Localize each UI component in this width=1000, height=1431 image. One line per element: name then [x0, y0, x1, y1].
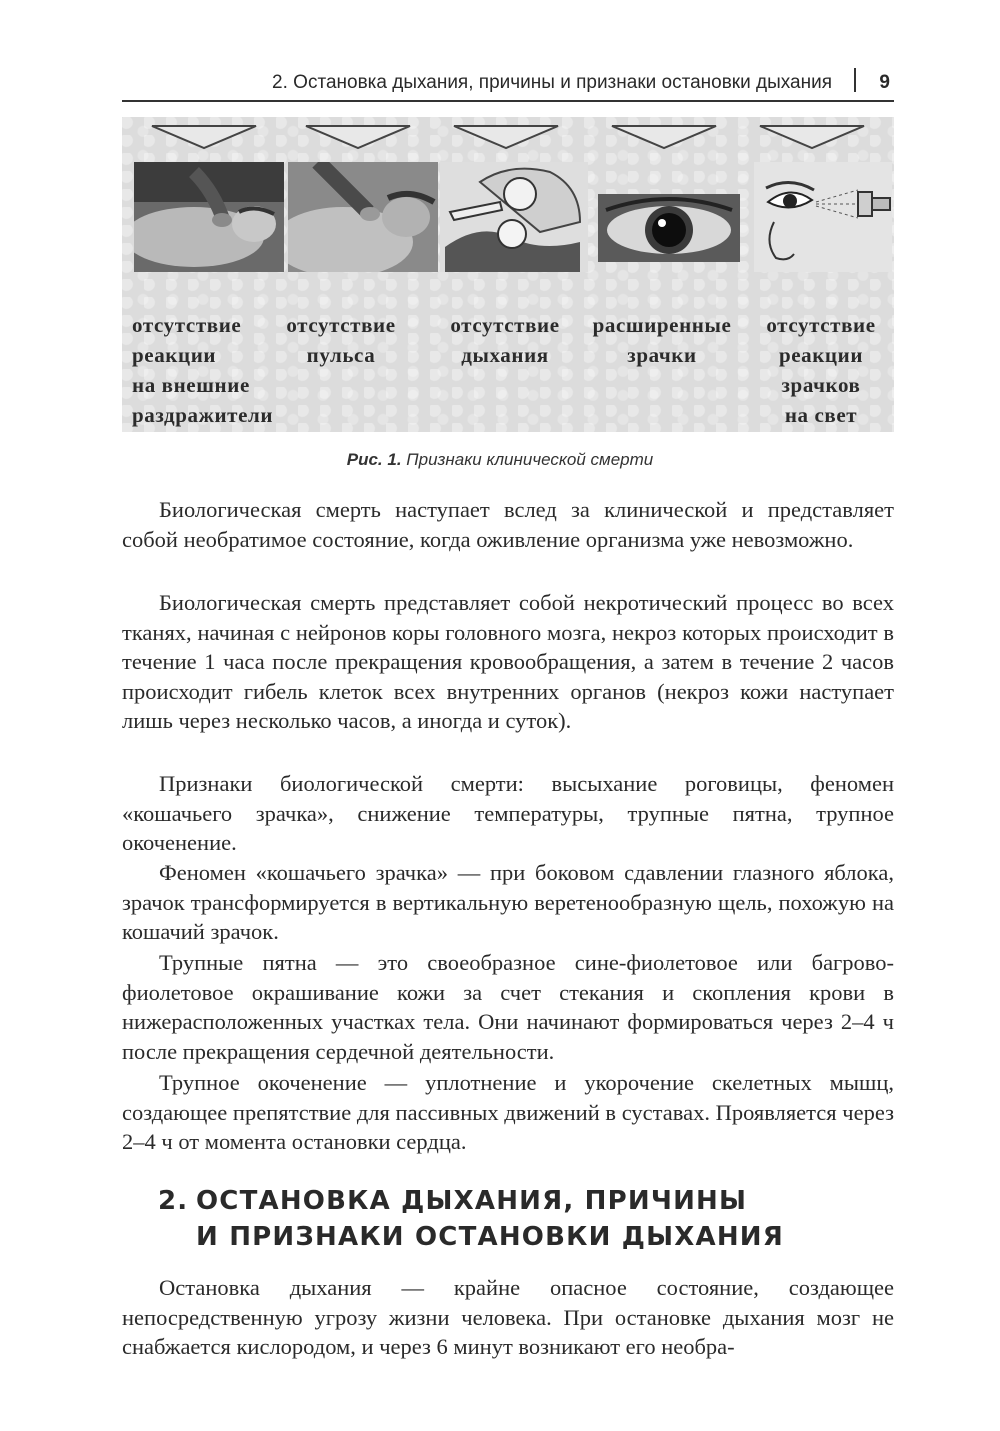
- panel-caption: отсутствие дыхания: [450, 313, 560, 367]
- page-number: 9: [879, 72, 890, 93]
- body-paragraph: Биологическая смерть представляет собой некротический процесс во всех тканях, начиная с нейронов коры головного мозга, некроз которых происходит в течение 1 часа после прекращения кровообращения, а затем в течение 2 часов происходит гибель клеток всех внутренних органов (некроз кожи наступает лишь через несколько часов, а иногда и суток).: [122, 590, 894, 734]
- pupil-light-test-icon: [754, 162, 892, 272]
- down-triangle-icon: [452, 124, 560, 150]
- body-paragraph: Трупные пятна — это своеобразное сине-фиолетовое или багрово-фиолетовое окрашивание кожи за счет стекания и скопления крови в нижерасположенных участках тела. Они начинают формироваться через 2–4 ч после прекращения сердечной деятельности.: [122, 950, 894, 1064]
- body-paragraph: Остановка дыхания — крайне опасное состояние, создающее непосредственную угрозу жизни человека. При остановке дыхания мозг не снабжается кислородом, и через 6 минут возникают его необра-: [122, 1275, 894, 1360]
- section-title-line1: ОСТАНОВКА ДЫХАНИЯ, ПРИЧИНЫ: [196, 1186, 748, 1216]
- panel-caption: отсутствие пульса: [286, 313, 396, 367]
- dilated-pupil-icon: [598, 194, 740, 262]
- breathing-check-icon: [440, 162, 588, 272]
- down-triangle-icon: [304, 124, 412, 150]
- unresponsive-person-icon: [134, 162, 284, 272]
- panel-caption: отсутствие реакции зрачков на свет: [766, 313, 876, 427]
- running-title: 2. Остановка дыхания, причины и признаки остановки дыхания: [272, 72, 832, 93]
- body-paragraph: Признаки биологической смерти: высыхание роговицы, феномен «кошачьего зрачка», снижение температуры, трупные пятна, трупное окоченение.: [122, 771, 894, 856]
- figure-caption: [0, 450, 1000, 470]
- pulse-check-icon: [288, 162, 438, 272]
- section-number: 2.: [158, 1186, 189, 1216]
- figure-caption-label: Рис. 1.: [346, 450, 402, 469]
- down-triangle-icon: [610, 124, 718, 150]
- figure-caption-text: Признаки клинической смерти: [406, 450, 654, 469]
- running-header: [122, 66, 894, 102]
- down-triangle-icon: [758, 124, 866, 150]
- body-paragraph: Биологическая смерть наступает вслед за клинической и представляет собой необратимое состояние, когда оживление организма уже невозможно.: [122, 497, 894, 552]
- panel-caption: отсутствие реакции на внешние раздражители: [132, 313, 274, 427]
- section-title-line2: И ПРИЗНАКИ ОСТАНОВКИ ДЫХАНИЯ: [196, 1222, 784, 1252]
- body-paragraph: Феномен «кошачьего зрачка» — при боковом сдавлении глазного яблока, зрачок трансформируется в вертикальную веретенообразную щель, похожую на кошачий зрачок.: [122, 860, 894, 945]
- body-paragraph: Трупное окоченение — уплотнение и укорочение скелетных мышц, создающее препятствие для пассивных движений в суставах. Проявляется через 2–4 ч от момента остановки сердца.: [122, 1070, 894, 1155]
- panel-caption: расширенные зрачки: [592, 313, 732, 367]
- header-separator: [854, 68, 856, 92]
- down-triangle-icon: [150, 124, 258, 150]
- figure-clinical-death-signs: [122, 117, 894, 432]
